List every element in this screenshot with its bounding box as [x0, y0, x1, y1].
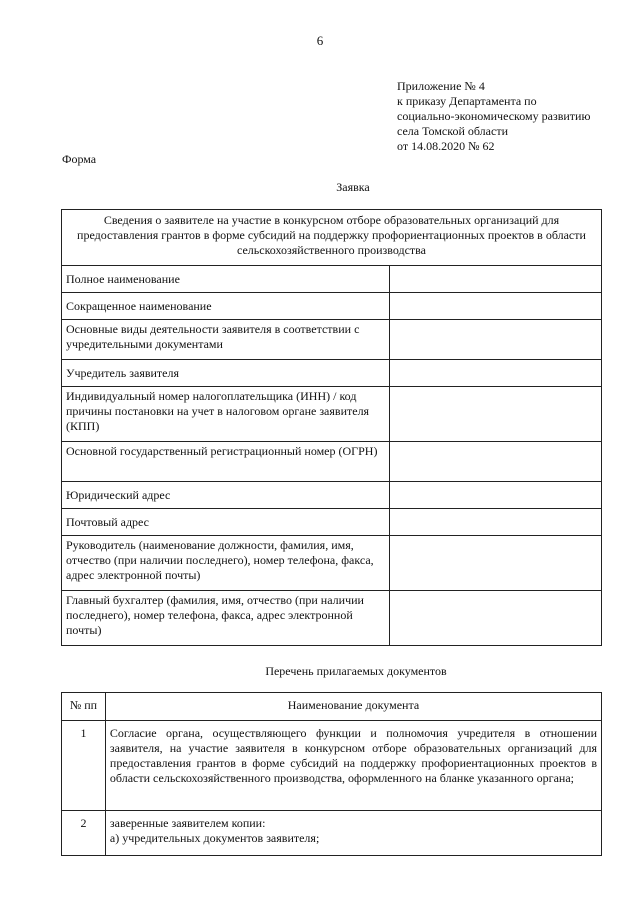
document-row-text: Согласие органа, осуществляющего функции и полномочия учредителя в отношении заявителя, на участие заявителя в конкурсном отборе образовательных организаций для предоставления грантов в форме субсидий на поддержку профориентационных проектов в области сельскохозяйственного производства, оформленного на бланке указанного органа;	[105, 721, 601, 811]
field-label-inn-kpp: Индивидуальный номер налогоплательщика (ИНН) / код причины постановки на учет в налоговом органе заявителя (КПП)	[62, 387, 390, 442]
documents-table	[61, 692, 602, 856]
field-label-postal-address: Почтовый адрес	[62, 509, 390, 536]
document-row-text	[105, 811, 601, 856]
field-value-director[interactable]	[390, 536, 602, 591]
field-value-short-name[interactable]	[390, 293, 602, 320]
field-label-director: Руководитель (наименование должности, фамилия, имя, отчество (при наличии последнего), номер телефона, факса, адрес электронной почты)	[62, 536, 390, 591]
appendix-block	[397, 79, 622, 154]
field-value-postal-address[interactable]	[390, 509, 602, 536]
field-value-activities[interactable]	[390, 320, 602, 360]
documents-list-title: Перечень прилагаемых документов	[265, 664, 447, 678]
document-row-line: а) учредительных документов заявителя;	[109, 831, 320, 845]
document-row-number: 2	[62, 811, 106, 856]
field-label-ogrn: Основной государственный регистрационный номер (ОГРН)	[62, 442, 390, 482]
field-value-full-name[interactable]	[390, 266, 602, 293]
applicant-info-header: Сведения о заявителе на участие в конкурсном отборе образовательных организаций для предоставления грантов в форме субсидий на поддержку профориентационных проектов в области сельскохозяйственного производства	[62, 210, 602, 266]
document-row-line: заверенные заявителем копии:	[109, 816, 266, 830]
appendix-line: села Томской области	[397, 124, 508, 138]
field-label-founder: Учредитель заявителя	[62, 360, 390, 387]
field-label-full-name: Полное наименование	[62, 266, 390, 293]
applicant-info-table	[61, 209, 602, 646]
document-title: Заявка	[336, 180, 370, 194]
field-value-legal-address[interactable]	[390, 482, 602, 509]
field-value-ogrn[interactable]	[390, 442, 602, 482]
field-label-legal-address: Юридический адрес	[62, 482, 390, 509]
field-label-activities: Основные виды деятельности заявителя в соответствии с учредительными документами	[62, 320, 390, 360]
field-value-inn-kpp[interactable]	[390, 387, 602, 442]
appendix-line: к приказу Департамента по	[397, 94, 537, 108]
appendix-line: социально-экономическому развитию	[397, 109, 591, 123]
field-label-short-name: Сокращенное наименование	[62, 293, 390, 320]
field-value-founder[interactable]	[390, 360, 602, 387]
appendix-line: от 14.08.2020 № 62	[397, 139, 495, 153]
appendix-line: Приложение № 4	[397, 79, 485, 93]
field-value-chief-accountant[interactable]	[390, 591, 602, 646]
field-label-chief-accountant: Главный бухгалтер (фамилия, имя, отчество (при наличии последнего), номер телефона, факса, адрес электронной почты)	[62, 591, 390, 646]
documents-col-number: № пп	[62, 693, 106, 721]
document-row-number: 1	[62, 721, 106, 811]
page-number: 6	[316, 33, 324, 48]
form-label: Форма	[62, 152, 97, 166]
documents-col-name: Наименование документа	[105, 693, 601, 721]
